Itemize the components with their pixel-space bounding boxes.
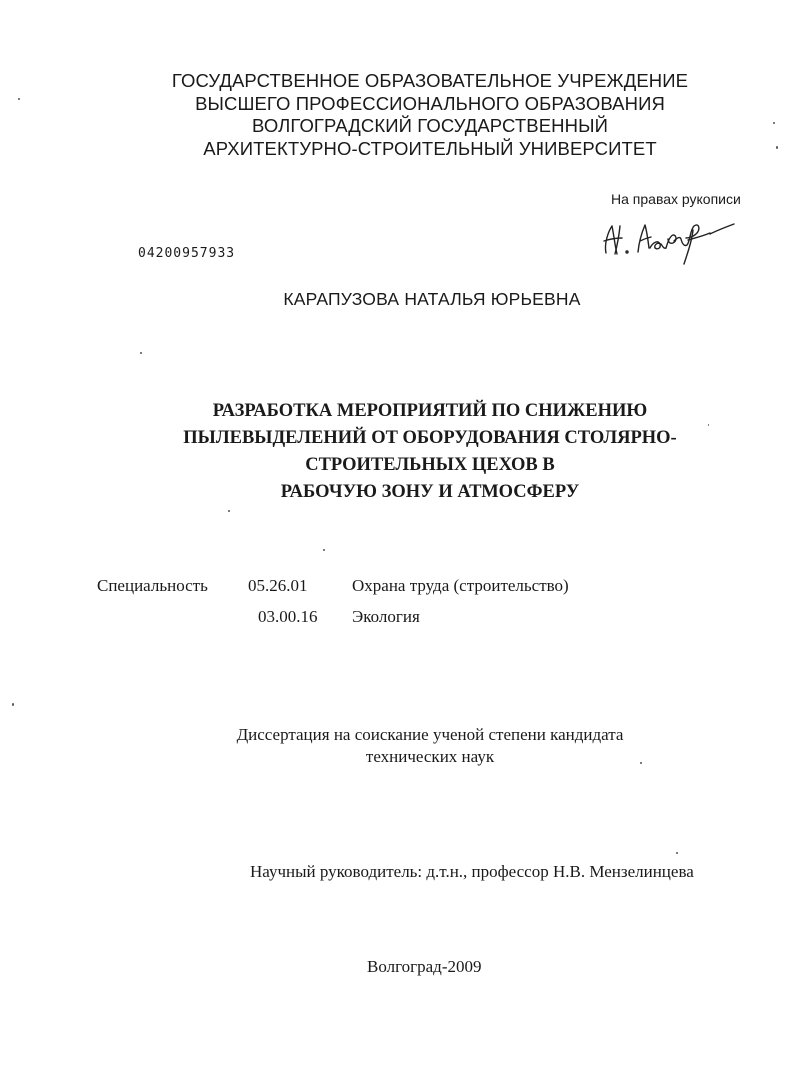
specialty-code: 03.00.16 — [258, 607, 318, 626]
specialty-name: Экология — [352, 607, 420, 626]
specialty-label: Специальность — [97, 576, 208, 595]
catalog-number: 04200957933 — [138, 246, 236, 261]
scan-speck — [708, 424, 709, 426]
city-year: Волгоград-2009 — [367, 957, 482, 976]
manuscript-note: На правах рукописи — [611, 191, 741, 207]
institution-line: ВЫСШЕГО ПРОФЕССИОНАЛЬНОГО ОБРАЗОВАНИЯ — [195, 92, 665, 114]
specialty-code: 05.26.01 — [248, 576, 308, 595]
thesis-title — [150, 398, 710, 506]
scan-speck — [323, 549, 325, 551]
institution-line: АРХИТЕКТУРНО-СТРОИТЕЛЬНЫЙ УНИВЕРСИТЕТ — [203, 137, 657, 159]
institution-header — [130, 70, 730, 160]
scan-speck — [140, 352, 142, 354]
scan-speck — [12, 703, 14, 706]
title-line: СТРОИТЕЛЬНЫХ ЦЕХОВ В — [305, 455, 555, 475]
scan-speck — [640, 762, 642, 764]
degree-note-line: Диссертация на соискание ученой степени кандидата — [236, 725, 624, 744]
title-line: РАБОЧУЮ ЗОНУ И АТМОСФЕРУ — [280, 482, 580, 502]
author-name: КАРАПУЗОВА НАТАЛЬЯ ЮРЬЕВНА — [283, 289, 581, 309]
handwritten-signature — [598, 208, 738, 268]
degree-note-line: технических наук — [365, 747, 495, 766]
title-line: ПЫЛЕВЫДЕЛЕНИЙ ОТ ОБОРУДОВАНИЯ СТОЛЯРНО- — [183, 428, 677, 448]
institution-line: ГОСУДАРСТВЕННОЕ ОБРАЗОВАТЕЛЬНОЕ УЧРЕЖДЕНИЕ — [171, 70, 689, 91]
scan-speck — [228, 510, 230, 512]
institution-line: ВОЛГОГРАДСКИЙ ГОСУДАРСТВЕННЫЙ — [252, 115, 608, 136]
specialty-name: Охрана труда (строительство) — [352, 576, 569, 595]
scan-speck — [676, 852, 678, 854]
scientific-supervisor: Научный руководитель: д.т.н., профессор Н.В. Мензелинцева — [250, 862, 694, 881]
scan-speck — [773, 122, 775, 124]
degree-note — [180, 724, 680, 768]
scan-speck — [776, 146, 778, 149]
title-line: РАЗРАБОТКА МЕРОПРИЯТИЙ ПО СНИЖЕНИЮ — [212, 401, 648, 421]
scan-speck — [18, 98, 20, 100]
